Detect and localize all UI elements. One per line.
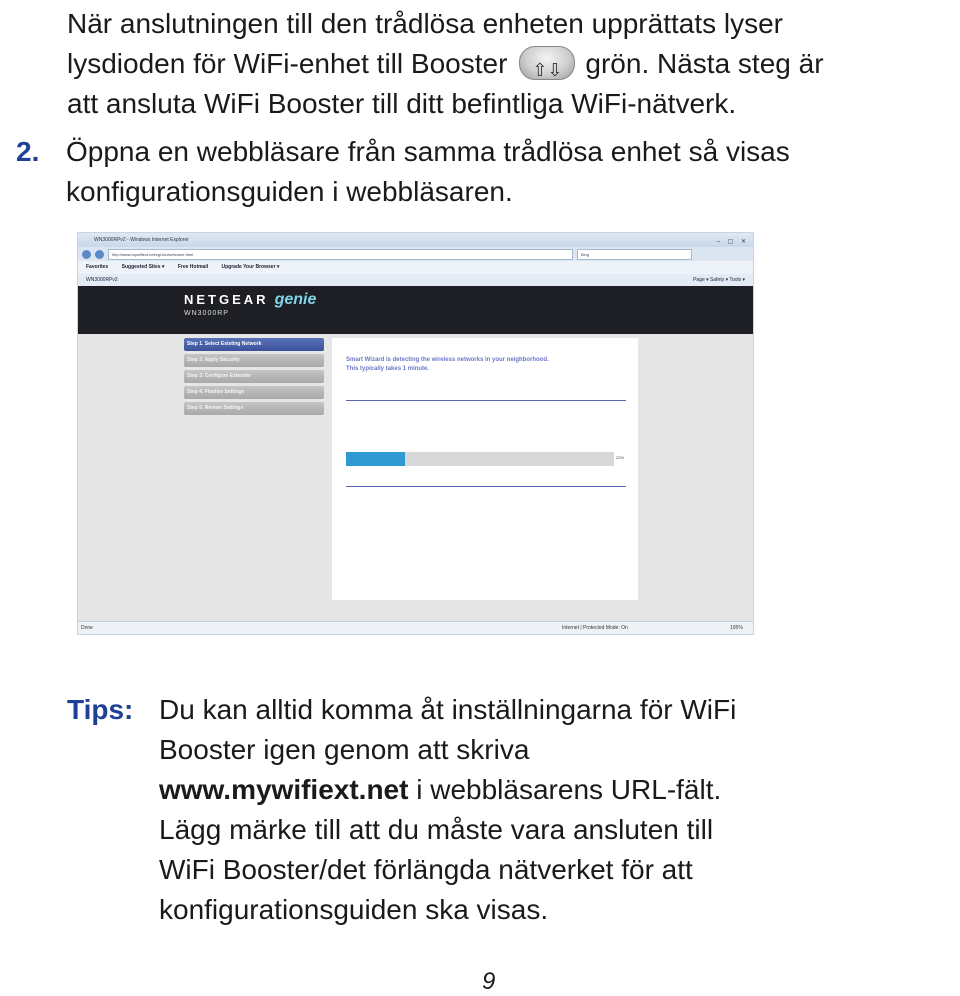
booster-button-icon xyxy=(519,46,575,80)
tips-line-2: Booster igen genom att skriva xyxy=(159,734,530,765)
status-bar xyxy=(78,621,753,634)
tools-menu: Page ▾ Safety ▾ Tools ▾ xyxy=(693,277,745,283)
status-zoom: 105% xyxy=(730,625,743,631)
status-zone: Internet | Protected Mode: On xyxy=(562,625,628,631)
intro-line-2a: lysdioden för WiFi-enhet till Booster xyxy=(67,48,508,79)
tips-url: www.mywifiext.net xyxy=(159,774,409,805)
tips-block xyxy=(67,690,927,930)
netgear-header xyxy=(78,286,753,334)
intro-line-3: att ansluta WiFi Booster till ditt befintliga WiFi-nätverk. xyxy=(67,88,737,119)
step-number: 2. xyxy=(16,136,40,167)
favorites-bar xyxy=(78,261,753,274)
tips-line-4: Lägg märke till att du måste vara ansluten till xyxy=(159,814,714,845)
wizard-step-2: Step 2. Apply Security xyxy=(184,354,324,367)
intro-line-2b: grön. Nästa steg är xyxy=(585,48,824,79)
wizard-message-1: Smart Wizard is detecting the wireless networks in your neighborhood. xyxy=(346,357,549,363)
tips-line-6: konfigurationsguiden ska visas. xyxy=(159,894,549,925)
tips-line-3b: i webbläsarens URL-fält. xyxy=(408,774,722,805)
forward-icon xyxy=(95,250,104,259)
divider xyxy=(346,486,626,487)
genie-wordmark: genie xyxy=(274,291,317,308)
intro-line-1: När anslutningen till den trådlösa enheten upprättats lyser xyxy=(67,8,783,39)
wizard-step-3: Step 3. Configure Extender xyxy=(184,370,324,383)
step-2-line-2: konfigurationsguiden i webbläsaren. xyxy=(66,176,513,207)
tips-line-3 xyxy=(67,774,721,805)
url-field: http://www.mywifiext.net/cgi-bin/welcome.html xyxy=(108,249,573,260)
wizard-steps xyxy=(184,338,324,418)
wizard-step-4: Step 4. Finalize Settings xyxy=(184,386,324,399)
status-text: Done xyxy=(81,625,93,631)
booster-arrows-icon: ⇧⇩ xyxy=(532,59,563,81)
fav-item: Favorites xyxy=(86,264,109,270)
address-bar xyxy=(78,247,753,261)
netgear-wordmark: NETGEAR xyxy=(184,292,269,307)
page-number: 9 xyxy=(482,968,496,995)
divider xyxy=(346,400,626,401)
browser-tab: WN3000RPv2 xyxy=(86,277,118,283)
window-controls-icon: – ▢ ✕ xyxy=(716,239,749,245)
fav-item: Upgrade Your Browser ▾ xyxy=(221,264,280,270)
tips-line-5: WiFi Booster/det förlängda nätverket för att xyxy=(159,854,693,885)
progress-label: 22% xyxy=(616,455,625,460)
wizard-step-1: Step 1. Select Existing Network xyxy=(184,338,324,351)
wizard-step-5: Step 5. Review Settings xyxy=(184,402,324,415)
browser-title: WN3000RPv2 - Windows Internet Explorer xyxy=(94,237,189,243)
netgear-logo xyxy=(184,291,316,309)
progress-fill xyxy=(346,452,405,466)
tips-line-1: Du kan alltid komma åt inställningarna för WiFi xyxy=(159,694,737,725)
fav-item: Suggested Sites ▾ xyxy=(121,264,165,270)
model-name: WN3000RP xyxy=(184,310,229,317)
step-2 xyxy=(16,132,946,212)
tips-label: Tips: xyxy=(67,694,134,725)
intro-paragraph xyxy=(67,4,957,124)
fav-item: Free Hotmail xyxy=(177,264,209,270)
browser-title-bar xyxy=(78,233,753,247)
wizard-message xyxy=(346,356,549,374)
progress-bar xyxy=(346,452,614,466)
back-icon xyxy=(82,250,91,259)
search-field: Bing xyxy=(577,249,692,260)
step-2-line-1: Öppna en webbläsare från samma trådlösa enhet så visas xyxy=(66,136,790,167)
wizard-panel xyxy=(332,338,638,600)
browser-screenshot xyxy=(77,232,754,635)
wizard-message-2: This typically takes 1 minute. xyxy=(346,366,430,372)
netgear-body xyxy=(78,334,753,624)
